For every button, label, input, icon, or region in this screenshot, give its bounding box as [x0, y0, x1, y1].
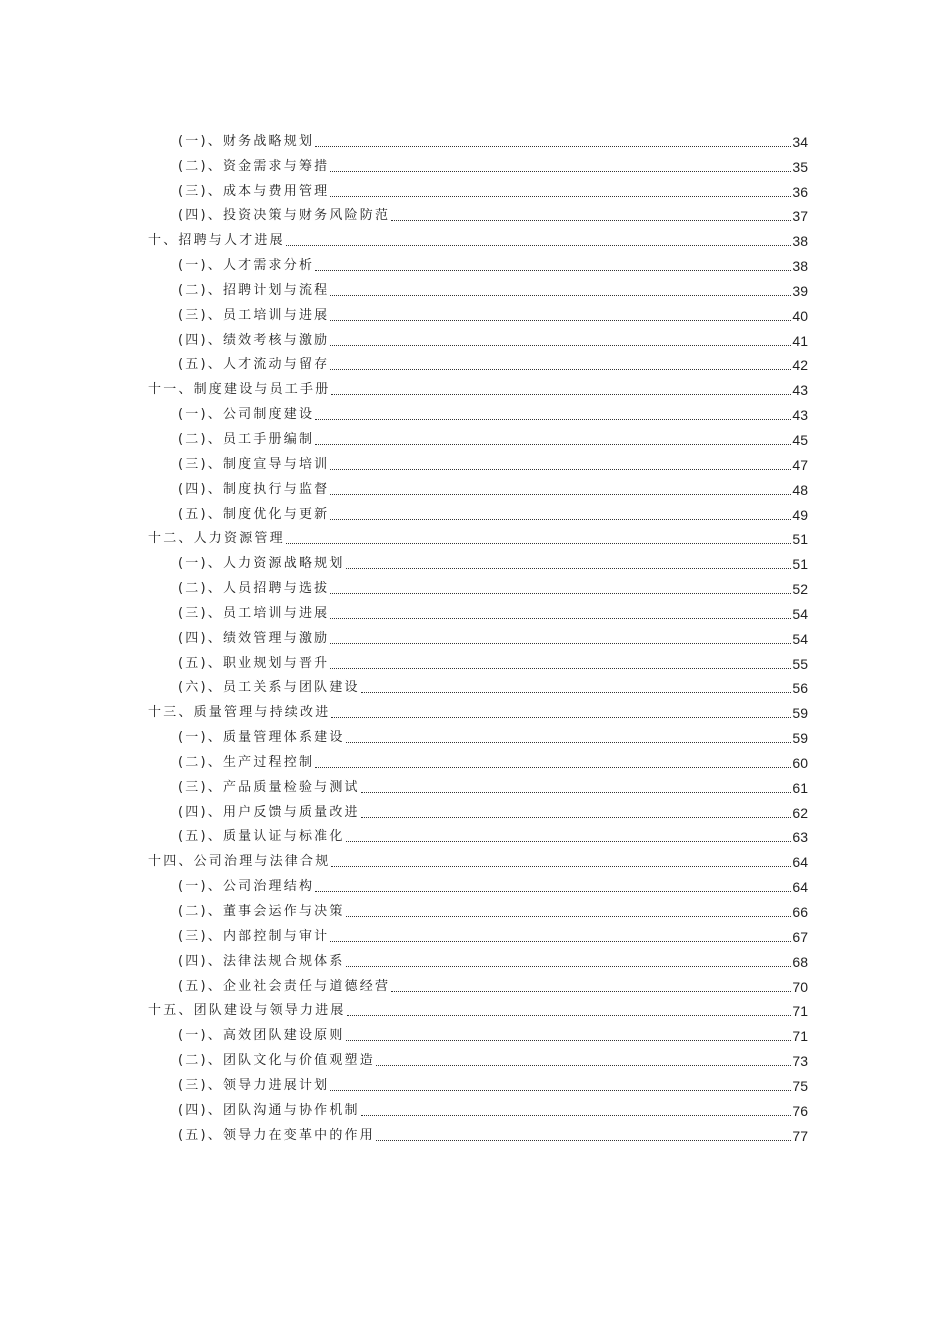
toc-dot-leader: [331, 394, 791, 395]
toc-section-entry[interactable]: [148, 722, 808, 747]
toc-chapter-entry[interactable]: [148, 697, 808, 722]
toc-page-number: 63: [792, 829, 808, 846]
toc-page-number: 64: [792, 854, 808, 871]
toc-page-number: 43: [792, 382, 808, 399]
toc-entry-title: (二)、招聘计划与流程: [178, 282, 330, 298]
toc-entry-title: (三)、员工培训与进展: [178, 307, 330, 323]
toc-section-entry[interactable]: [148, 325, 808, 350]
toc-page-number: 37: [792, 208, 808, 225]
toc-page-number: 34: [792, 133, 808, 150]
toc-section-entry[interactable]: [148, 1070, 808, 1095]
toc-page-number: 75: [792, 1077, 808, 1094]
toc-entry-title: (三)、内部控制与审计: [178, 928, 330, 944]
toc-section-entry[interactable]: [148, 275, 808, 300]
toc-dot-leader: [330, 196, 791, 197]
toc-page-number: 61: [792, 779, 808, 796]
toc-page-number: 60: [792, 754, 808, 771]
toc-section-entry[interactable]: [148, 424, 808, 449]
toc-entry-title: 十二、人力资源管理: [148, 531, 285, 547]
toc-page-number: 41: [792, 332, 808, 349]
toc-dot-leader: [330, 295, 791, 296]
toc-dot-leader: [391, 991, 791, 992]
toc-dot-leader: [286, 543, 792, 544]
toc-page-number: 54: [792, 630, 808, 647]
toc-entry-title: 十四、公司治理与法律合规: [148, 854, 331, 870]
toc-page-number: 38: [792, 258, 808, 275]
toc-page-number: 67: [792, 928, 808, 945]
toc-page-number: 66: [792, 904, 808, 920]
toc-chapter-entry[interactable]: [148, 374, 808, 399]
toc-entry-title: (一)、质量管理体系建设: [178, 730, 345, 746]
toc-section-entry[interactable]: [148, 399, 808, 424]
toc-section-entry[interactable]: [148, 797, 808, 822]
toc-dot-leader: [330, 941, 791, 942]
toc-entry-title: 十一、制度建设与员工手册: [148, 382, 331, 398]
toc-dot-leader: [346, 916, 792, 917]
toc-entry-title: (五)、职业规划与晋升: [178, 655, 330, 671]
toc-dot-leader: [331, 866, 791, 867]
toc-page-number: 51: [792, 531, 808, 548]
toc-entry-title: 十五、团队建设与领导力进展: [148, 1003, 346, 1019]
toc-section-entry[interactable]: [148, 176, 808, 201]
toc-page-number: 49: [792, 506, 808, 523]
toc-section-entry[interactable]: [148, 548, 808, 573]
toc-entry-title: (五)、质量认证与标准化: [178, 829, 345, 845]
toc-entry-title: (四)、投资决策与财务风险防范: [178, 208, 391, 224]
toc-section-entry[interactable]: [148, 201, 808, 226]
toc-entry-title: (二)、团队文化与价值观塑造: [178, 1053, 375, 1069]
toc-chapter-entry[interactable]: [148, 524, 808, 549]
toc-dot-leader: [330, 171, 791, 172]
toc-dot-leader: [361, 692, 792, 693]
toc-page-number: 51: [792, 556, 808, 573]
toc-dot-leader: [286, 245, 792, 246]
toc-entry-title: (六)、员工关系与团队建设: [178, 680, 360, 696]
toc-page-number: 59: [792, 730, 808, 747]
toc-section-entry[interactable]: [148, 946, 808, 971]
toc-page-number: 39: [792, 282, 808, 299]
toc-page-number: 56: [792, 680, 808, 697]
toc-section-entry[interactable]: [148, 1045, 808, 1070]
toc-dot-leader: [361, 1115, 792, 1116]
toc-dot-leader: [315, 270, 791, 271]
toc-dot-leader: [315, 146, 791, 147]
toc-dot-leader: [391, 220, 791, 221]
toc-section-entry[interactable]: [148, 573, 808, 598]
toc-dot-leader: [330, 345, 791, 346]
toc-page-number: 55: [792, 655, 808, 672]
toc-page-number: 52: [792, 581, 808, 598]
toc-entry-title: (四)、绩效管理与激励: [178, 630, 330, 646]
toc-section-entry[interactable]: [148, 449, 808, 474]
toc-section-entry[interactable]: [148, 822, 808, 847]
toc-section-entry[interactable]: [148, 623, 808, 648]
toc-entry-title: (一)、公司制度建设: [178, 407, 315, 423]
toc-dot-leader: [346, 841, 792, 842]
toc-entry-title: (三)、产品质量检验与测试: [178, 779, 360, 795]
toc-dot-leader: [315, 891, 791, 892]
toc-entry-title: 十三、质量管理与持续改进: [148, 705, 331, 721]
toc-page-number: 77: [792, 1127, 808, 1144]
toc-dot-leader: [330, 1090, 791, 1091]
toc-dot-leader: [346, 742, 792, 743]
toc-entry-title: (三)、制度宣导与培训: [178, 456, 330, 472]
toc-dot-leader: [361, 792, 792, 793]
toc-dot-leader: [330, 469, 791, 470]
toc-entry-title: (四)、绩效考核与激励: [178, 332, 330, 348]
toc-entry-title: (一)、财务战略规划: [178, 133, 315, 149]
toc-section-entry[interactable]: [148, 673, 808, 698]
toc-entry-title: 十、招聘与人才进展: [148, 233, 285, 249]
toc-page-number: 42: [792, 357, 808, 374]
toc-page-number: 71: [792, 1028, 808, 1045]
toc-entry-title: (五)、领导力在变革中的作用: [178, 1127, 375, 1143]
toc-entry-title: (四)、用户反馈与质量改进: [178, 804, 360, 820]
toc-entry-title: (一)、高效团队建设原则: [178, 1028, 345, 1044]
toc-entry-title: (一)、人力资源战略规划: [178, 556, 345, 572]
toc-page-number: 68: [792, 953, 808, 970]
toc-page-number: 54: [792, 605, 808, 622]
toc-page-number: 71: [792, 1003, 808, 1020]
toc-section-entry[interactable]: [148, 598, 808, 623]
toc-page-number: 36: [792, 183, 808, 200]
toc-dot-leader: [376, 1140, 791, 1141]
toc-dot-leader: [331, 717, 791, 718]
toc-dot-leader: [330, 320, 791, 321]
toc-page-number: 64: [792, 879, 808, 896]
toc-dot-leader: [330, 593, 791, 594]
toc-page-number: 62: [792, 804, 808, 821]
toc-section-entry[interactable]: [148, 350, 808, 375]
toc-chapter-entry[interactable]: [148, 846, 808, 871]
toc-section-entry[interactable]: [148, 126, 808, 151]
toc-chapter-entry[interactable]: [148, 225, 808, 250]
toc-dot-leader: [361, 817, 792, 818]
toc-dot-leader: [315, 767, 791, 768]
toc-entry-title: (二)、人员招聘与选拔: [178, 581, 330, 597]
toc-dot-leader: [315, 444, 791, 445]
toc-entry-title: (五)、企业社会责任与道德经营: [178, 978, 391, 994]
toc-dot-leader: [315, 419, 791, 420]
toc-section-entry[interactable]: [148, 499, 808, 524]
toc-section-entry[interactable]: [148, 896, 808, 921]
toc-entry-title: (二)、资金需求与筹措: [178, 158, 330, 174]
toc-dot-leader: [330, 618, 791, 619]
toc-entry-title: (三)、员工培训与进展: [178, 605, 330, 621]
toc-page-number: 40: [792, 307, 808, 324]
toc-section-entry[interactable]: [148, 1095, 808, 1120]
toc-dot-leader: [330, 494, 791, 495]
toc-dot-leader: [347, 1015, 792, 1016]
toc-section-entry[interactable]: [148, 250, 808, 275]
toc-entry-title: (二)、生产过程控制: [178, 754, 315, 770]
toc-entry-title: (五)、制度优化与更新: [178, 506, 330, 522]
toc-page-number: 59: [792, 705, 808, 722]
toc-page-number: 70: [792, 978, 808, 995]
toc-entry-title: (四)、法律法规合规体系: [178, 953, 345, 969]
toc-dot-leader: [330, 643, 791, 644]
toc-section-entry[interactable]: [148, 921, 808, 946]
toc-dot-leader: [346, 568, 792, 569]
toc-entry-title: (五)、人才流动与留存: [178, 357, 330, 373]
toc-page-number: 48: [792, 481, 808, 498]
toc-entry-title: (四)、制度执行与监督: [178, 481, 330, 497]
toc-page-number: 43: [792, 407, 808, 424]
table-of-contents: [148, 126, 808, 1145]
toc-entry-title: (一)、公司治理结构: [178, 879, 315, 895]
toc-chapter-entry[interactable]: [148, 996, 808, 1021]
toc-section-entry[interactable]: [148, 474, 808, 499]
toc-dot-leader: [376, 1065, 791, 1066]
toc-page-number: 47: [792, 456, 808, 473]
toc-dot-leader: [330, 668, 791, 669]
toc-page-number: 76: [792, 1102, 808, 1119]
toc-entry-title: (三)、领导力进展计划: [178, 1077, 330, 1093]
toc-section-entry[interactable]: [148, 747, 808, 772]
toc-dot-leader: [330, 519, 791, 520]
toc-page-number: 73: [792, 1053, 808, 1070]
toc-entry-title: (二)、员工手册编制: [178, 431, 315, 447]
toc-section-entry[interactable]: [148, 300, 808, 325]
toc-page-number: 35: [792, 158, 808, 175]
toc-section-entry[interactable]: [148, 1020, 808, 1045]
toc-dot-leader: [346, 966, 792, 967]
toc-section-entry[interactable]: [148, 648, 808, 673]
toc-entry-title: (四)、团队沟通与协作机制: [178, 1102, 360, 1118]
toc-entry-title: (三)、成本与费用管理: [178, 183, 330, 199]
toc-section-entry[interactable]: [148, 772, 808, 797]
toc-entry-title: (一)、人才需求分析: [178, 258, 315, 274]
toc-entry-title: (二)、董事会运作与决策: [178, 904, 345, 919]
toc-section-entry[interactable]: [148, 871, 808, 896]
toc-section-entry[interactable]: [148, 971, 808, 996]
toc-page-number: 45: [792, 431, 808, 448]
toc-section-entry[interactable]: [148, 1120, 808, 1145]
toc-dot-leader: [346, 1040, 792, 1041]
toc-page-number: 38: [792, 233, 808, 250]
toc-dot-leader: [330, 369, 791, 370]
toc-section-entry[interactable]: [148, 151, 808, 176]
